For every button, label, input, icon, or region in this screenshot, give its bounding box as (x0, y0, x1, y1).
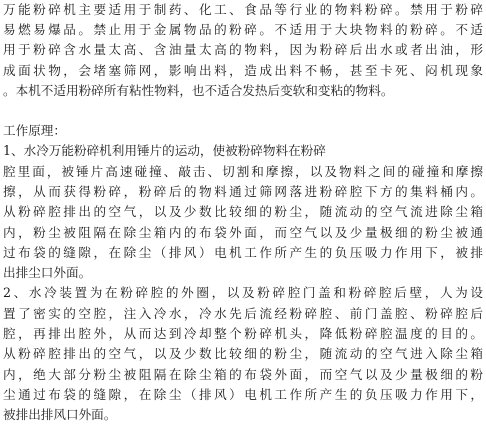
section-heading: 工作原理： (3, 123, 66, 138)
item1-line: 出排尘口外面。 (3, 265, 92, 280)
intro-line: 易燃易爆品。禁止用于金属物品的粉碎。不适用于大块物料的粉碎。不适 (3, 22, 483, 37)
item2-line: 被排出排风口外面。 (3, 407, 117, 422)
item1-line: 擦，从而获得粉碎，粉碎后的物料通过筛网落进粉碎腔下方的集料桶内。 (3, 184, 483, 199)
item1-line: 内，粉尘被阻隔在除尘箱内的布袋外面，而空气以及少量极细的粉尘被通 (3, 225, 483, 240)
item2-line: 2、水冷装置为在粉碎腔的外圈，以及粉碎腔门盖和粉碎腔后壁，人为设 (3, 285, 483, 300)
intro-line: 。本机不适用粉碎所有粘性物料，也不适合发热后变软和变粘的物料。 (3, 83, 394, 98)
item1-line: 过布袋的缝隙，在除尘（排风）电机工作所产生的负压吸力作用下，被排 (3, 245, 483, 260)
item2-line: 腔，再排出腔外，从而达到冷却整个粉碎机头，降低粉碎腔温度的目的。 (3, 326, 483, 341)
intro-line: 用于粉碎含水量太高、含油量太高的物料，因为粉碎后出水或者出油，形 (3, 42, 483, 57)
item1-line: 从粉碎腔排出的空气，以及少数比较细的粉尘，随流动的空气流进除尘箱 (3, 204, 483, 219)
intro-line: 成面状物，会堵塞筛网，影响出料，造成出料不畅，甚至卡死、闷机现象 (3, 63, 483, 78)
item2-line: 尘通过布袋的缝隙，在除尘（排风）电机工作所产生的负压吸力作用下， (3, 387, 483, 402)
item2-line: 内，绝大部分粉尘被阻隔在除尘箱的布袋外面，而空气以及少量极细的粉 (3, 367, 483, 382)
item1-line: 腔里面，被锤片高速碰撞、敲击、切割和摩擦，以及物料之间的碰撞和摩擦 (3, 164, 483, 179)
item2-line: 从粉碎腔排出的空气，以及少数比较细的粉尘，随流动的空气进入除尘箱 (3, 346, 483, 361)
item2-line: 置了密实的空腔，注入冷水，冷水先后流经粉碎腔、前门盖腔、粉碎腔后 (3, 306, 483, 321)
item1-line: 1、水冷万能粉碎机利用锤片的运动，使被粉碎物料在粉碎 (3, 143, 326, 158)
intro-line: 万能粉碎机主要适用于制药、化工、食品等行业的物料粉碎。禁用于粉碎 (3, 2, 483, 17)
